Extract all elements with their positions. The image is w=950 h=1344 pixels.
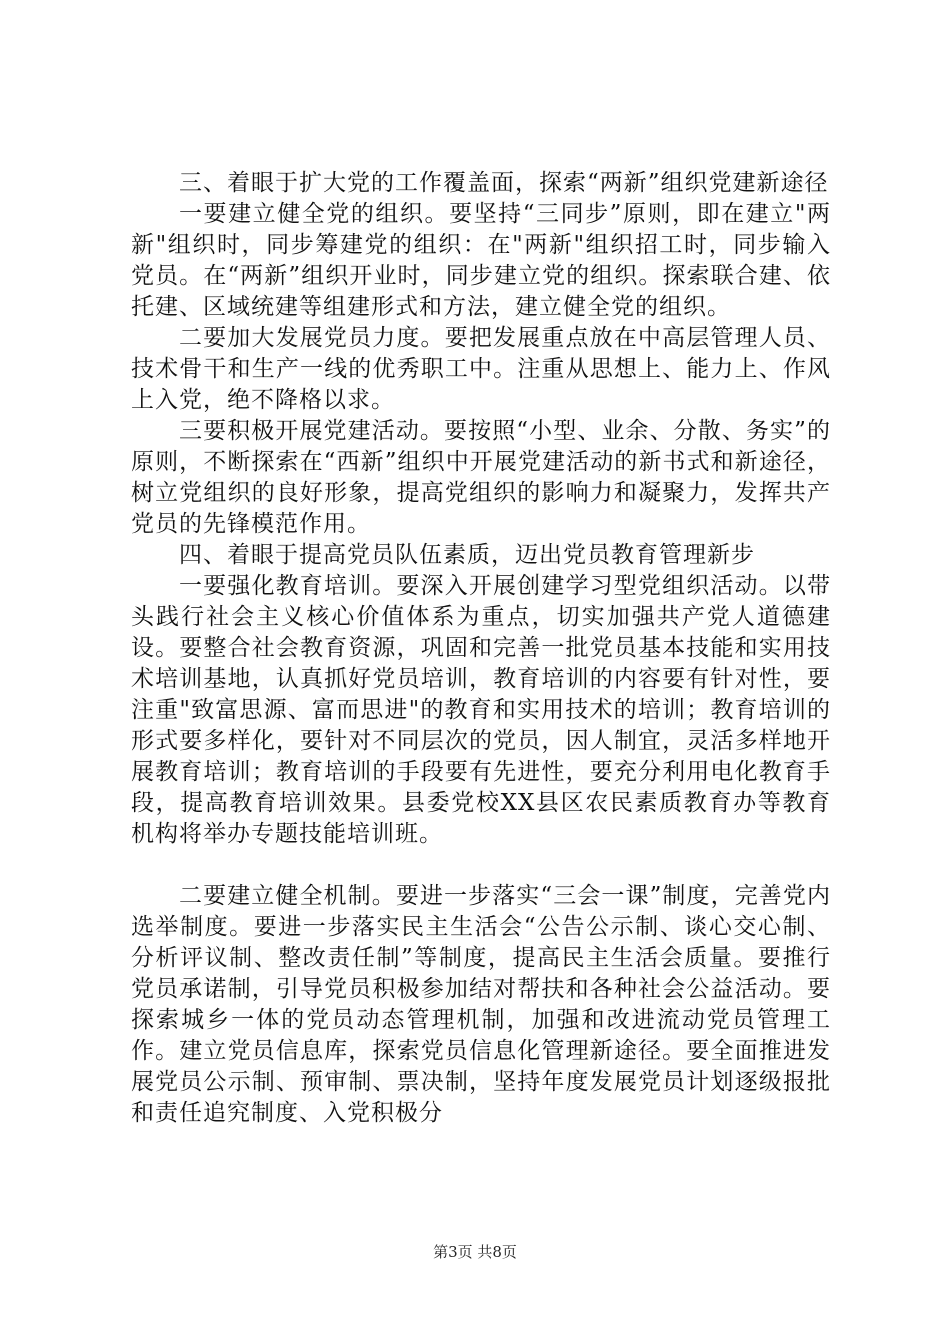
section-heading-four: 四、着眼于提高党员队伍素质，迈出党员教育管理新步 — [179, 542, 755, 568]
paragraph-establish-mechanisms: 二要建立健全机制。要进一步落实“三会一课”制度，完善党内选举制度。要进一步落实民主生活会“公告公示制、谈心交心制、分析评议制、整改责任制”等制度，提高民主生活会质量。要推行党员承诺制，引导党员积极参加结对帮扶和各种社会公益活动。要探索城乡一体的党员动态管理机制，加强和改进流动党员管理工作。建立党员信息库，探索党员信息化管理新途径。要全面推进发展党员公示制、预审制、票决制，坚持年度发展党员计划逐级报批和责任追究制度、入党积极分 — [131, 883, 831, 1126]
section-heading-three: 三、着眼于扩大党的工作覆盖面，探索“两新”组织党建新途径 — [179, 170, 829, 196]
paragraph-party-activities: 三要积极开展党建活动。要按照“小型、业余、分散、务实”的原则，不断探索在“西新”组织中开展党建活动的新书式和新途径，树立党组织的良好形象，提高党组织的影响力和凝聚力，发挥共产党员的先锋模范作用。 — [131, 418, 831, 537]
document-body — [131, 168, 831, 1129]
paragraph-develop-members: 二要加大发展党员力度。要把发展重点放在中高层管理人员、技术骨干和生产一线的优秀职工中。注重从思想上、能力上、作风上入党，绝不降格以求。 — [131, 325, 831, 413]
paragraph-build-party-organization: 一要建立健全党的组织。要坚持“三同步”原则，即在建立"两新"组织时，同步筹建党的组织：在"两新"组织招工时，同步输入党员。在“两新”组织开业时，同步建立党的组织。探索联合建、依托建、区域统建等组建形式和方法，建立健全党的组织。 — [131, 201, 831, 320]
page-number-footer: 第3页 共8页 — [433, 1243, 517, 1261]
paragraph-education-training: 一要强化教育培训。要深入开展创建学习型党组织活动。以带头践行社会主义核心价值体系为重点，切实加强共产党人道德建设。要整合社会教育资源，巩固和完善一批党员基本技能和实用技术培训基地，认真抓好党员培训，教育培训的内容要有针对性，要注重"致富思源、富而思进"的教育和实用技术的培训；教育培训的形式要多样化，要针对不同层次的党员，因人制宜，灵活多样地开展教育培训；教育培训的手段要有先进性，要充分利用电化教育手段，提高教育培训效果。县委党校XX县区农民素质教育办等教育机构将举办专题技能培训班。 — [131, 573, 831, 847]
